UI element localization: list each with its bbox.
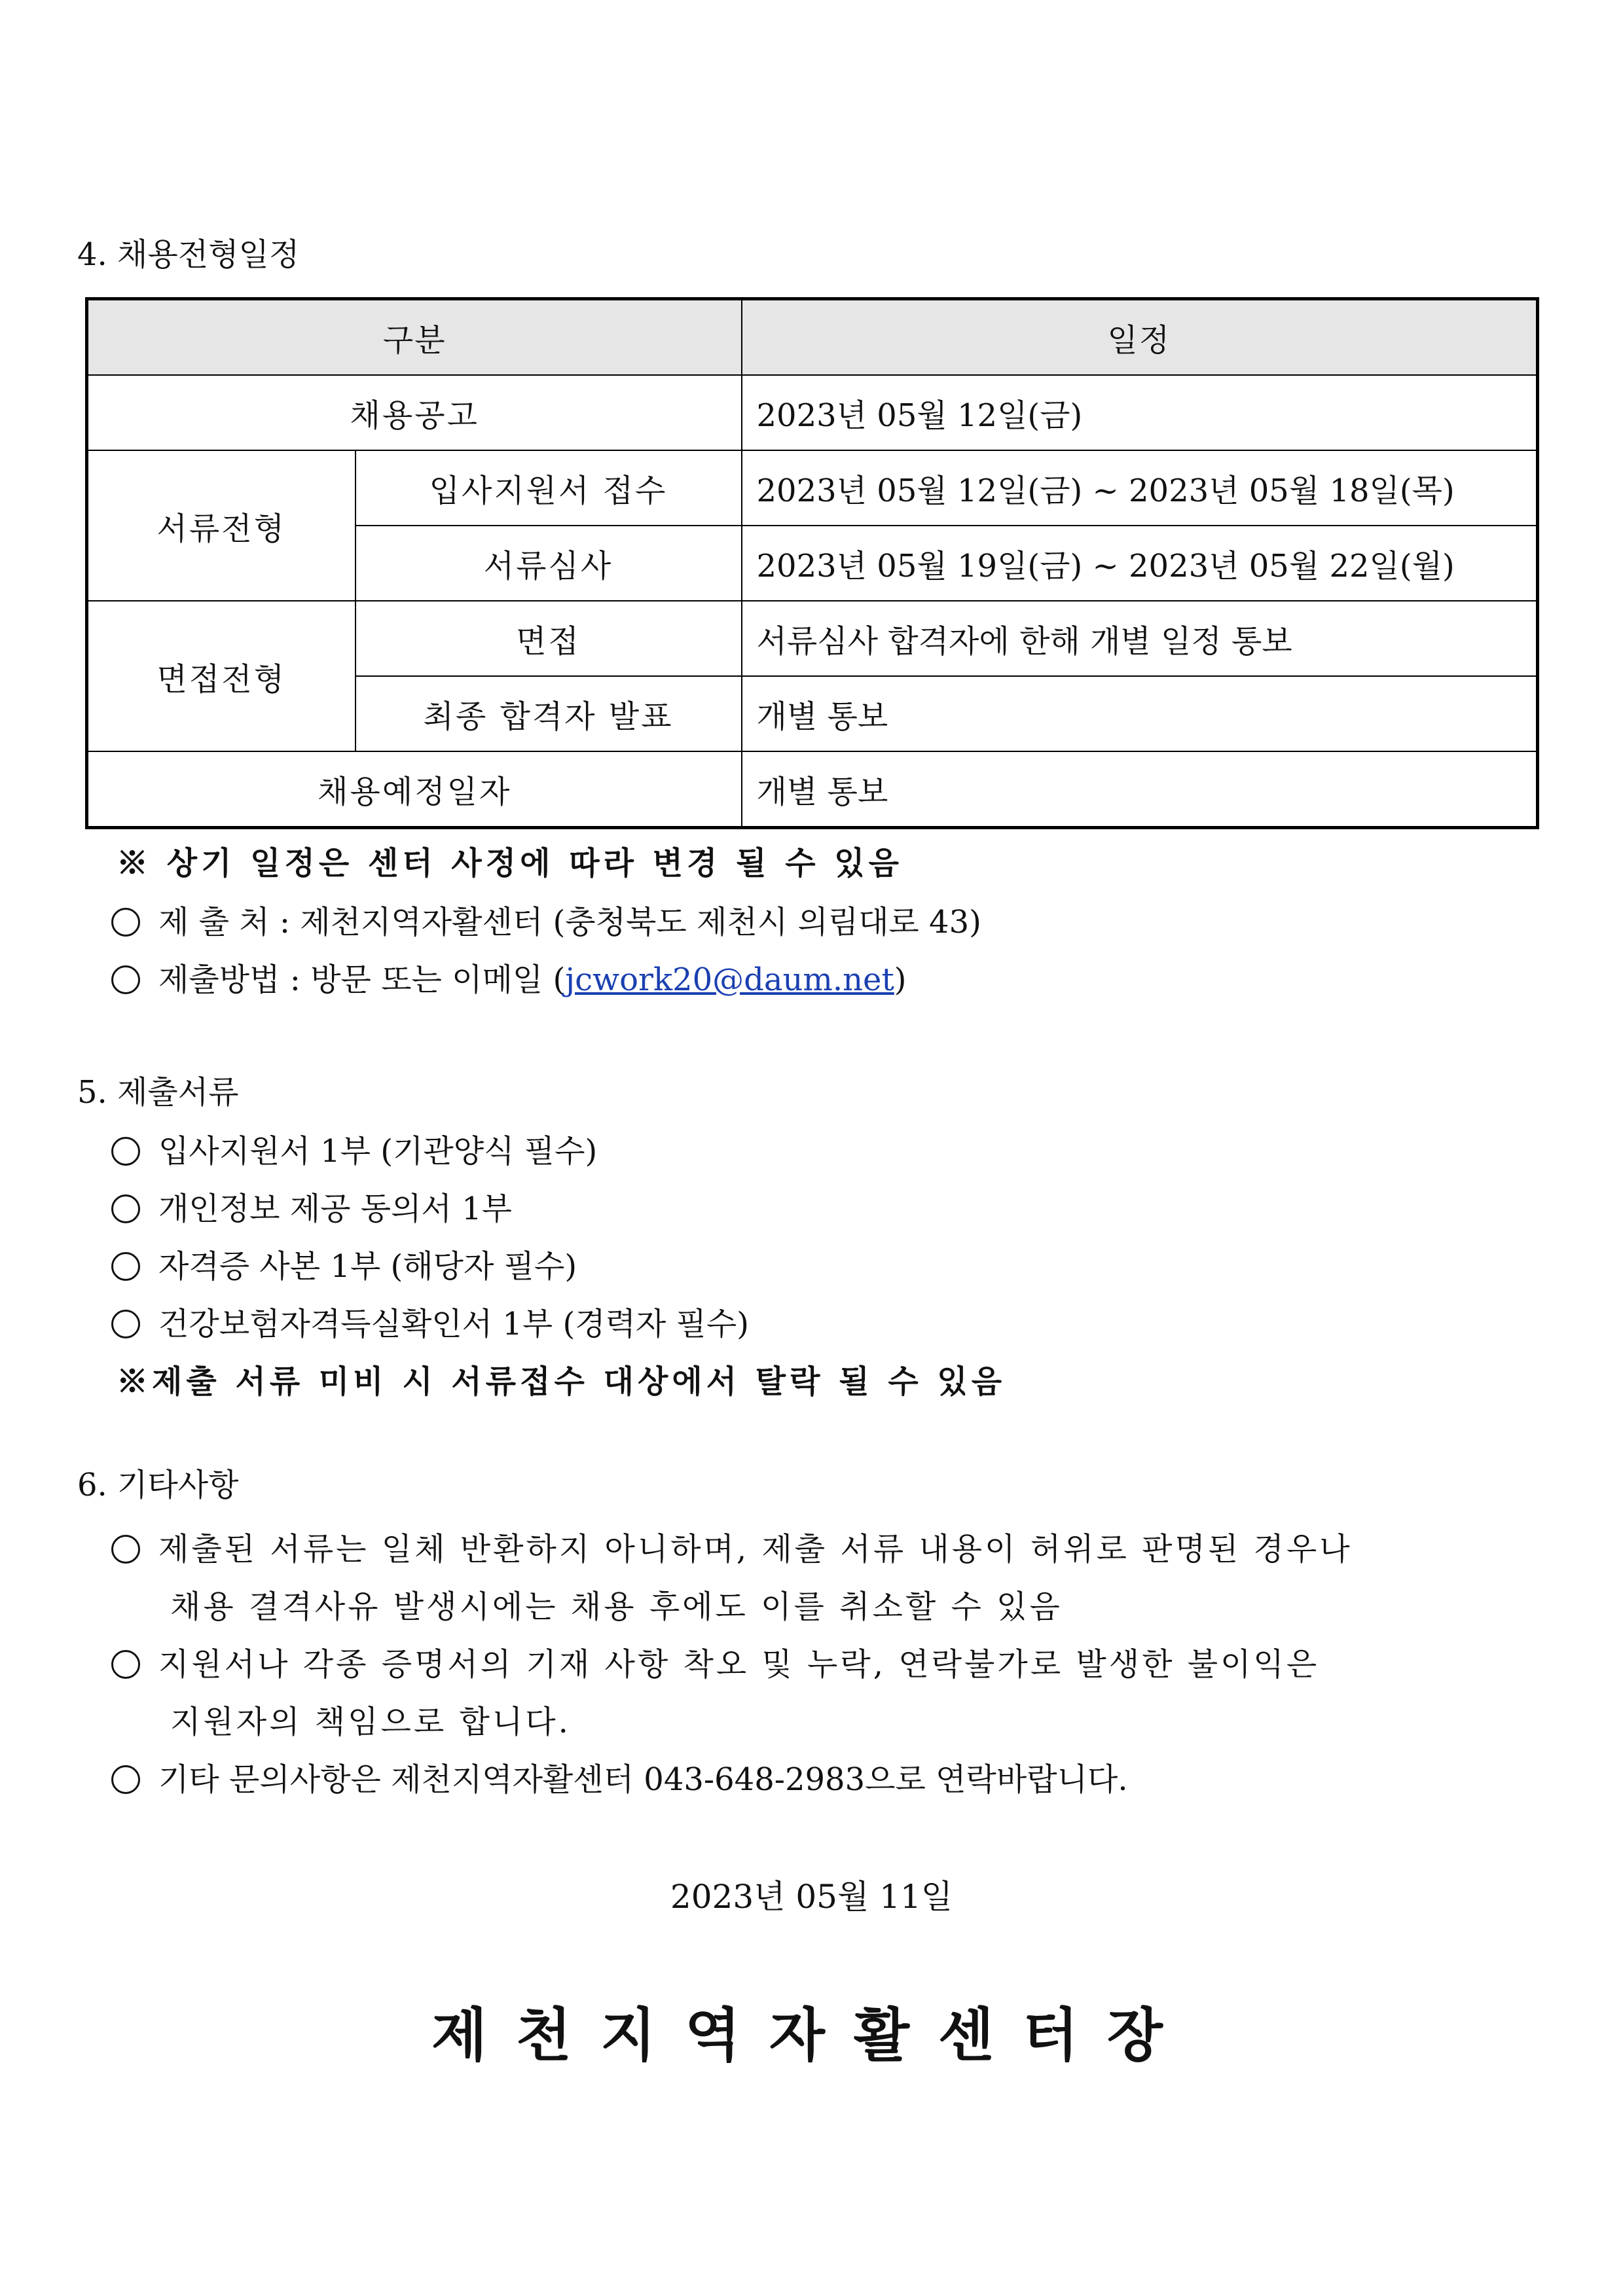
signature-title: 제천지역자활센터장 <box>431 2001 1192 2069</box>
row-schedule-doc-receipt: 2023년 05월 12일(금) ~ 2023년 05월 18일(목) <box>742 450 1538 526</box>
circle-bullet-icon <box>111 1650 140 1679</box>
note-text: 지원서나 각종 증명서의 기재 사항 착오 및 누락, 연락불가로 발생한 불이익은 <box>158 1646 1320 1683</box>
circle-bullet-icon <box>111 1535 140 1564</box>
circle-bullet-icon <box>111 1765 140 1794</box>
list-item <box>111 1183 512 1229</box>
row-label-doc-review: 서류심사 <box>356 526 742 601</box>
row-label-final: 최종 합격자 발표 <box>356 676 742 751</box>
table-row <box>87 601 1538 676</box>
document-item-text: 입사지원서 1부 (기관양식 필수) <box>158 1133 598 1170</box>
schedule-change-note: ※ 상기 일정은 센터 사정에 따라 변경 될 수 있음 <box>117 845 903 882</box>
document-item-text: 자격증 사본 1부 (해당자 필수) <box>158 1248 577 1285</box>
group-label-document: 서류전형 <box>87 450 356 601</box>
row-schedule-posting: 2023년 05월 12일(금) <box>742 375 1538 450</box>
row-schedule-final: 개별 통보 <box>742 676 1538 751</box>
circle-bullet-icon <box>111 1137 140 1166</box>
table-row <box>87 375 1538 450</box>
submit-place-line <box>111 897 981 942</box>
list-item <box>111 1126 597 1171</box>
section-6-title: 6. 기타사항 <box>77 1467 239 1503</box>
recruitment-schedule-table <box>85 297 1539 829</box>
circle-bullet-icon <box>111 1252 140 1281</box>
document-item-text: 개인정보 제공 동의서 1부 <box>158 1191 512 1227</box>
circle-bullet-icon <box>111 908 140 937</box>
circle-bullet-icon <box>111 1194 140 1223</box>
submit-method-suffix: ) <box>894 961 907 998</box>
row-label-hire-date: 채용예정일자 <box>87 751 742 828</box>
row-schedule-doc-review: 2023년 05월 19일(금) ~ 2023년 05월 22일(월) <box>742 526 1538 601</box>
note-text: 제출된 서류는 일체 반환하지 아니하며, 제출 서류 내용이 허위로 판명된 경우나 <box>158 1531 1353 1568</box>
row-label-posting: 채용공고 <box>87 375 742 450</box>
header-schedule: 일정 <box>742 299 1538 376</box>
table-row <box>87 450 1538 526</box>
note-text-continued: 지원자의 책임으로 합니다. <box>170 1704 571 1740</box>
list-item <box>111 1299 749 1344</box>
row-schedule-interview: 서류심사 합격자에 한해 개별 일정 통보 <box>742 601 1538 676</box>
missing-documents-note: ※제출 서류 미비 시 서류접수 대상에서 탈락 될 수 있음 <box>117 1363 1006 1400</box>
list-item <box>111 1524 1353 1569</box>
circle-bullet-icon <box>111 965 140 994</box>
section-4-title: 4. 채용전형일정 <box>77 236 300 273</box>
list-item <box>111 1754 1128 1799</box>
header-category: 구분 <box>87 299 742 376</box>
table-header-row <box>87 299 1538 376</box>
email-link[interactable]: jcwork20@daum.net <box>565 961 894 998</box>
circle-bullet-icon <box>111 1310 140 1338</box>
submit-place-text: 제 출 처 : 제천지역자활센터 (충청북도 제천시 의림대로 43) <box>158 904 981 941</box>
note-text: 기타 문의사항은 제천지역자활센터 043-648-2983으로 연락바랍니다. <box>158 1761 1128 1798</box>
section-5-title: 5. 제출서류 <box>77 1074 239 1111</box>
row-label-interview: 면접 <box>356 601 742 676</box>
submit-method-prefix: 제출방법 : 방문 또는 이메일 ( <box>158 961 566 998</box>
note-text-continued: 채용 결격사유 발생시에는 채용 후에도 이를 취소할 수 있음 <box>170 1588 1063 1625</box>
document-item-text: 건강보험자격득실확인서 1부 (경력자 필수) <box>158 1306 750 1342</box>
row-label-doc-receipt: 입사지원서 접수 <box>356 450 742 526</box>
submit-method-line <box>111 954 906 999</box>
row-schedule-hire-date: 개별 통보 <box>742 751 1538 828</box>
table-row <box>87 751 1538 828</box>
group-label-interview: 면접전형 <box>87 601 356 751</box>
list-item <box>111 1639 1319 1684</box>
list-item <box>111 1241 577 1286</box>
document-date: 2023년 05월 11일 <box>670 1878 953 1916</box>
